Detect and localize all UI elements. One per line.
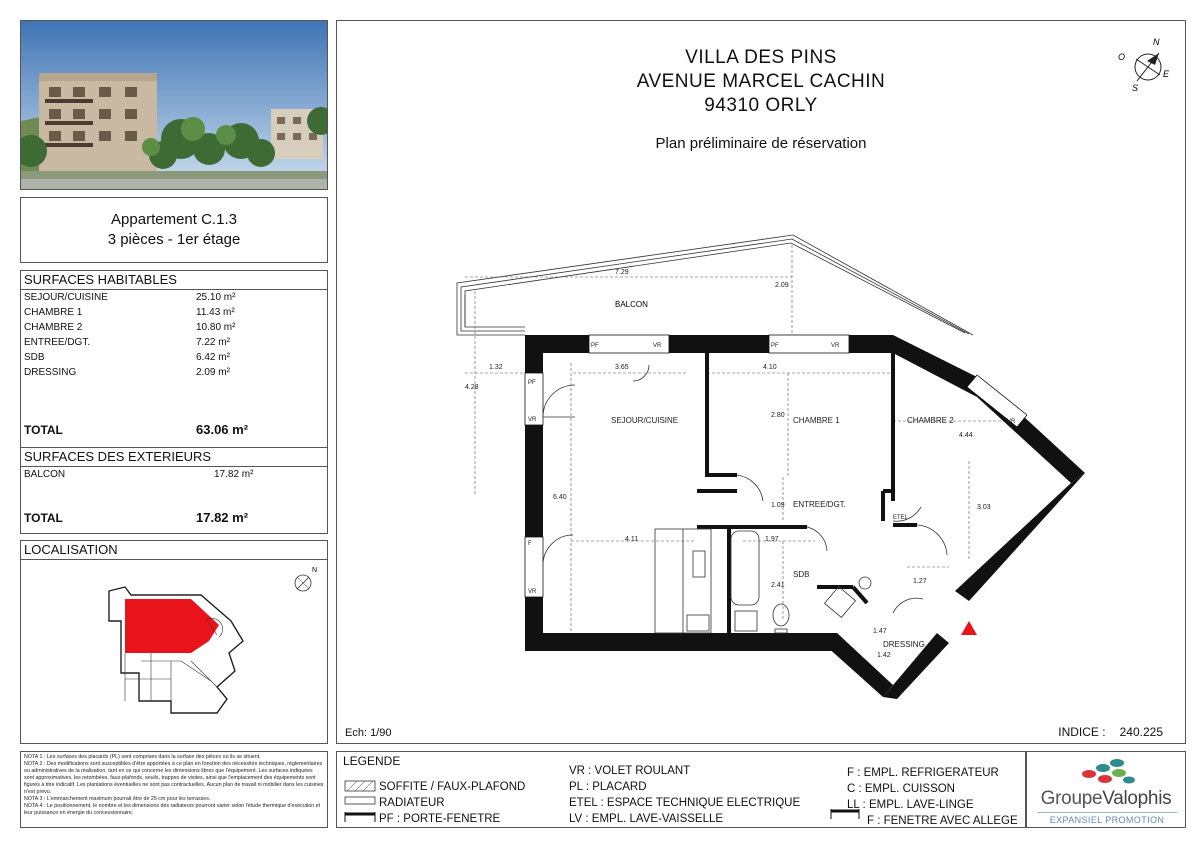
code-pf: PF xyxy=(591,343,599,349)
code-pf: PF xyxy=(528,380,536,386)
legend-soffite: SOFFITE / FAUX-PLAFOND xyxy=(379,781,526,793)
surface-total-label: TOTAL xyxy=(24,511,63,525)
porte-fenetre-icon xyxy=(345,812,375,822)
dim-label: 3.65 xyxy=(615,364,629,371)
valophis-logo-icon xyxy=(1077,756,1137,786)
surface-total-value: 63.06 m² xyxy=(196,422,249,437)
code-vr: VR xyxy=(528,417,537,423)
dim-label: 6.40 xyxy=(553,494,567,501)
compass-e: E xyxy=(1163,69,1170,79)
surface-row xyxy=(24,291,324,305)
compass-s: S xyxy=(1132,83,1139,93)
dim-label: 3.03 xyxy=(977,504,991,511)
dim-label: 1.32 xyxy=(489,364,503,371)
legend-panel xyxy=(336,751,1026,828)
surface-row xyxy=(24,468,324,482)
surface-row xyxy=(24,351,324,365)
compass-n: N xyxy=(1153,37,1160,47)
building-photo xyxy=(20,20,328,190)
dim-label: 4.11 xyxy=(625,536,639,543)
note: NOTA 3 : L'emmarchement maximum pourrait être de 25 cm pour les terrasses. xyxy=(24,796,211,802)
scale-label: Ech: 1/90 xyxy=(345,727,392,739)
legend-pl: PL : PLACARD xyxy=(569,781,647,793)
surface-label: BALCON xyxy=(24,469,66,480)
surface-row xyxy=(24,336,324,350)
room-sdb: SDB xyxy=(793,570,810,579)
compass-icon xyxy=(295,567,317,591)
legend-radiateur: RADIATEUR xyxy=(379,797,445,809)
surface-row xyxy=(24,366,324,380)
logo-tagline: EXPANSIEL PROMOTION xyxy=(1037,812,1177,825)
surfaces-table xyxy=(20,270,328,534)
code-pf: PF xyxy=(771,343,779,349)
surface-label: CHAMBRE 1 xyxy=(24,307,83,318)
apartment-title: Appartement C.1.3 xyxy=(111,211,237,228)
apartment-subtitle: 3 pièces - 1er étage xyxy=(107,231,241,248)
fenetre-allege-icon xyxy=(829,807,861,821)
legend-etel: ETEL : ESPACE TECHNIQUE ELECTRIQUE xyxy=(569,797,801,809)
legend-fa: F : FENETRE AVEC ALLEGE xyxy=(867,815,1018,827)
room-sejour: SEJOUR/CUISINE xyxy=(611,416,679,425)
dim-label: 7.29 xyxy=(615,269,629,276)
legend-f: F : EMPL. REFRIGERATEUR xyxy=(847,767,999,779)
dim-label: 1.47 xyxy=(873,628,887,635)
legend-lv: LV : EMPL. LAVE-VAISSELLE xyxy=(569,813,724,825)
code-vr: VR xyxy=(831,343,840,349)
dim-label: 1.27 xyxy=(913,578,927,585)
legend-title: LEGENDE xyxy=(343,754,401,768)
logo-name-a: Groupe xyxy=(1040,788,1103,809)
surface-value: 2.09 m² xyxy=(196,367,230,378)
apartment-header xyxy=(20,197,328,263)
legend-ll: LL : EMPL. LAVE-LINGE xyxy=(847,799,974,811)
surfaces-habitables-heading: SURFACES HABITABLES xyxy=(21,271,327,290)
legend-c: C : EMPL. CUISSON xyxy=(847,783,955,795)
surface-value: 7.22 m² xyxy=(196,337,230,348)
dim-label: 4.44 xyxy=(959,432,973,439)
surface-value: 10.80 m² xyxy=(196,322,236,333)
interior-walls xyxy=(697,353,917,633)
fixtures xyxy=(655,529,871,633)
surface-row xyxy=(24,321,324,335)
project-city: 94310 ORLY xyxy=(704,95,818,116)
surface-label: SDB xyxy=(24,352,45,363)
surfaces-exterieurs-heading: SURFACES DES EXTERIEURS xyxy=(21,448,327,467)
surface-label: ENTREE/DGT. xyxy=(24,337,91,348)
floor-plan-panel xyxy=(336,20,1186,744)
code-etel: ETEL xyxy=(893,515,909,521)
surface-label: CHAMBRE 2 xyxy=(24,322,83,333)
dim-label: 4.10 xyxy=(763,364,777,371)
indice-label: INDICE : xyxy=(1058,725,1106,739)
dim-label: 2.41 xyxy=(771,582,785,589)
compass-icon xyxy=(1118,37,1170,93)
surface-total-label: TOTAL xyxy=(24,423,63,437)
room-balcon: BALCON xyxy=(615,300,648,309)
room-dressing: DRESSING xyxy=(883,640,925,649)
surface-value: 17.82 m² xyxy=(214,469,254,480)
plan-subtitle: Plan préliminaire de réservation xyxy=(655,135,867,152)
balcony-outline xyxy=(457,235,973,335)
code-f: F xyxy=(528,541,532,547)
surface-label: DRESSING xyxy=(24,367,77,378)
code-vr: VR xyxy=(528,589,537,595)
radiateur-icon xyxy=(345,797,375,804)
dim-label: 1.09 xyxy=(771,502,785,509)
note: NOTA 2 : Des modifications sont susceptibles d'être apportées à ce plan en fonction des nécessités techniques, réglementaires ou administratives de la réalisation, tant en ce qui concerne les dimensions libres que l'équipement. Les surfaces indiquées sont approximatives, les retombées, faux-plafonds, seuils, trappes de visites, ainsi que l'emplacement des équipements sont figurés à titre indicatif. Les plantations éventuelles ne sont pas contractuelles. Aucun plan de travail ni mobilier dans les cuisines n'est prévu. xyxy=(24,761,324,795)
surface-value: 25.10 m² xyxy=(196,292,236,303)
localisation-map xyxy=(21,561,327,743)
localisation-panel xyxy=(20,540,328,744)
note: NOTA 4 : Le positionnement, le nombre et les dimensions des radiateurs pourront varier selon l'étude thermique d'exécution et leur puissance en énergie du concessionnaire. xyxy=(24,803,321,816)
surface-row xyxy=(24,306,324,320)
logo-name-b: Valophis xyxy=(1102,788,1172,809)
room-entree: ENTREE/DGT. xyxy=(793,500,846,509)
dim-label: 4.28 xyxy=(465,384,479,391)
exterior-walls xyxy=(525,335,1085,699)
code-vr: VR xyxy=(653,343,662,349)
dim-label: 2.09 xyxy=(775,282,789,289)
room-chambre1: CHAMBRE 1 xyxy=(793,416,840,425)
legend-symbols xyxy=(343,778,379,838)
surface-value: 11.43 m² xyxy=(196,307,235,318)
dim-label: 1.42 xyxy=(877,652,891,659)
surface-value: 6.42 m² xyxy=(196,352,230,363)
soffite-icon xyxy=(345,781,375,791)
code-vr: VR xyxy=(1007,419,1016,425)
logo-panel xyxy=(1026,751,1186,828)
project-name: VILLA DES PINS xyxy=(685,47,837,68)
note: NOTA 1 : Les surfaces des placards (PL) sont comprises dans la surface des pièces où ils se situent. xyxy=(24,754,261,760)
surface-total-value: 17.82 m² xyxy=(196,510,249,525)
legend-vr: VR : VOLET ROULANT xyxy=(569,765,691,777)
legend-pf: PF : PORTE-FENETRE xyxy=(379,813,501,825)
dim-label: 1.97 xyxy=(765,536,779,543)
indice-value: 240.225 xyxy=(1119,725,1163,739)
localisation-heading: LOCALISATION xyxy=(21,541,327,560)
indice xyxy=(1058,725,1163,739)
compass-north: N xyxy=(312,567,318,574)
compass-o: O xyxy=(1118,52,1126,62)
surface-label: SEJOUR/CUISINE xyxy=(24,292,108,303)
room-chambre2: CHAMBRE 2 xyxy=(907,416,954,425)
notes-panel xyxy=(20,751,328,828)
surface-total-row xyxy=(24,511,324,525)
floor-plan xyxy=(337,21,1185,743)
entry-marker-icon xyxy=(961,621,977,635)
project-street: AVENUE MARCEL CACHIN xyxy=(636,71,886,92)
dim-label: 2.80 xyxy=(771,412,785,419)
surface-total-row xyxy=(24,423,324,437)
logo-name xyxy=(1027,788,1185,810)
